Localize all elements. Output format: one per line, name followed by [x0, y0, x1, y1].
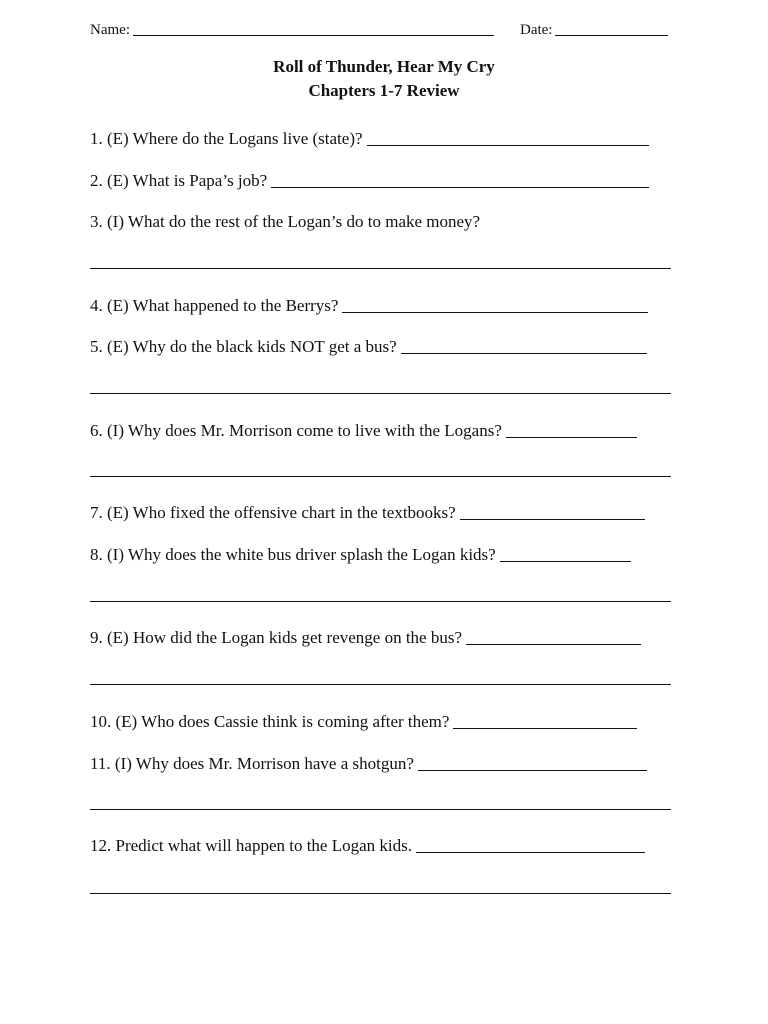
question-7-text: 7. (E) Who fixed the offensive chart in the textbooks?: [90, 503, 456, 522]
question-1-text: 1. (E) Where do the Logans live (state)?: [90, 129, 363, 148]
question-10-answer-blank[interactable]: [453, 712, 637, 729]
question-12: [90, 834, 645, 857]
question-5: [90, 335, 647, 358]
date-field[interactable]: [520, 19, 668, 40]
date-label: Date:: [519, 22, 553, 38]
question-11: [90, 752, 647, 775]
worksheet-title: Roll of Thunder, Hear My Cry: [273, 57, 495, 76]
question-4-answer-blank[interactable]: [342, 296, 648, 313]
question-2-answer-blank[interactable]: [271, 171, 649, 188]
question-11-text: 11. (I) Why does Mr. Morrison have a shotgun?: [90, 754, 414, 773]
question-10-text: 10. (E) Who does Cassie think is coming after them?: [90, 712, 450, 731]
question-4-text: 4. (E) What happened to the Berrys?: [90, 296, 339, 315]
question-9: [90, 626, 641, 649]
question-9-answer-line[interactable]: [90, 684, 671, 685]
question-4: [90, 294, 648, 317]
question-12-text: 12. Predict what will happen to the Logan kids.: [90, 836, 412, 855]
question-5-answer-line[interactable]: [90, 393, 671, 394]
question-11-answer-line[interactable]: [90, 809, 671, 810]
question-12-answer-line[interactable]: [90, 893, 671, 894]
date-blank[interactable]: [555, 21, 668, 36]
worksheet-subtitle: Chapters 1-7 Review: [308, 81, 460, 100]
question-1-answer-blank[interactable]: [367, 129, 649, 146]
question-3: [90, 211, 480, 233]
question-10: [90, 710, 637, 733]
question-3-answer-line[interactable]: [90, 268, 671, 269]
question-3-text: 3. (I) What do the rest of the Logan’s do to make money?: [90, 212, 481, 231]
question-7-answer-blank[interactable]: [460, 503, 645, 520]
question-5-answer-blank[interactable]: [401, 337, 647, 354]
question-9-text: 9. (E) How did the Logan kids get revenge on the bus?: [90, 628, 463, 647]
question-9-answer-blank[interactable]: [466, 628, 641, 645]
question-2-text: 2. (E) What is Papa’s job?: [90, 171, 268, 190]
name-blank[interactable]: [133, 21, 494, 36]
question-6: [90, 419, 637, 442]
question-12-answer-blank[interactable]: [416, 836, 645, 853]
question-6-answer-line[interactable]: [90, 476, 671, 477]
question-1: [90, 127, 649, 150]
question-2: [90, 169, 649, 192]
name-field[interactable]: [90, 19, 494, 40]
question-6-text: 6. (I) Why does Mr. Morrison come to live with the Logans?: [90, 421, 502, 440]
question-6-answer-blank[interactable]: [506, 421, 637, 438]
header-row: [90, 19, 672, 40]
question-8-answer-blank[interactable]: [500, 545, 631, 562]
question-8: [90, 543, 631, 566]
question-11-answer-blank[interactable]: [418, 754, 647, 771]
question-7: [90, 501, 645, 524]
question-5-text: 5. (E) Why do the black kids NOT get a bus?: [90, 337, 397, 356]
name-label: Name:: [90, 22, 130, 38]
question-8-answer-line[interactable]: [90, 601, 671, 602]
question-8-text: 8. (I) Why does the white bus driver splash the Logan kids?: [90, 545, 496, 564]
